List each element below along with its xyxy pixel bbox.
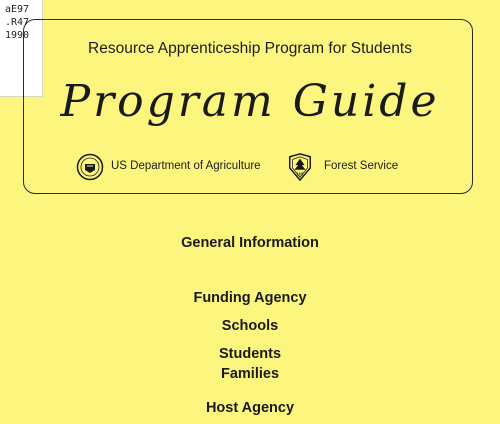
document-title: Program Guide (60, 76, 440, 127)
toc-host-agency: Host Agency (205, 400, 295, 416)
toc-funding-agency: Funding Agency (193, 290, 307, 306)
toc-schools: Schools (221, 318, 279, 334)
call-number-line: 1990 (5, 30, 30, 41)
toc-students: Students (218, 346, 282, 362)
usda-label: US Department of Agriculture (111, 160, 261, 172)
forest-service-shield-text: US (296, 171, 304, 177)
program-subtitle: Resource Apprenticeship Program for Students (88, 40, 412, 57)
usda-seal-icon (76, 153, 104, 181)
forest-service-shield-icon (286, 153, 314, 181)
call-number-line: aE97 (5, 4, 30, 15)
toc-general-information: General Information (181, 235, 319, 251)
forest-service-label: Forest Service (324, 160, 399, 172)
call-number-line: .R47 (5, 17, 30, 28)
toc-families: Families (220, 366, 280, 382)
